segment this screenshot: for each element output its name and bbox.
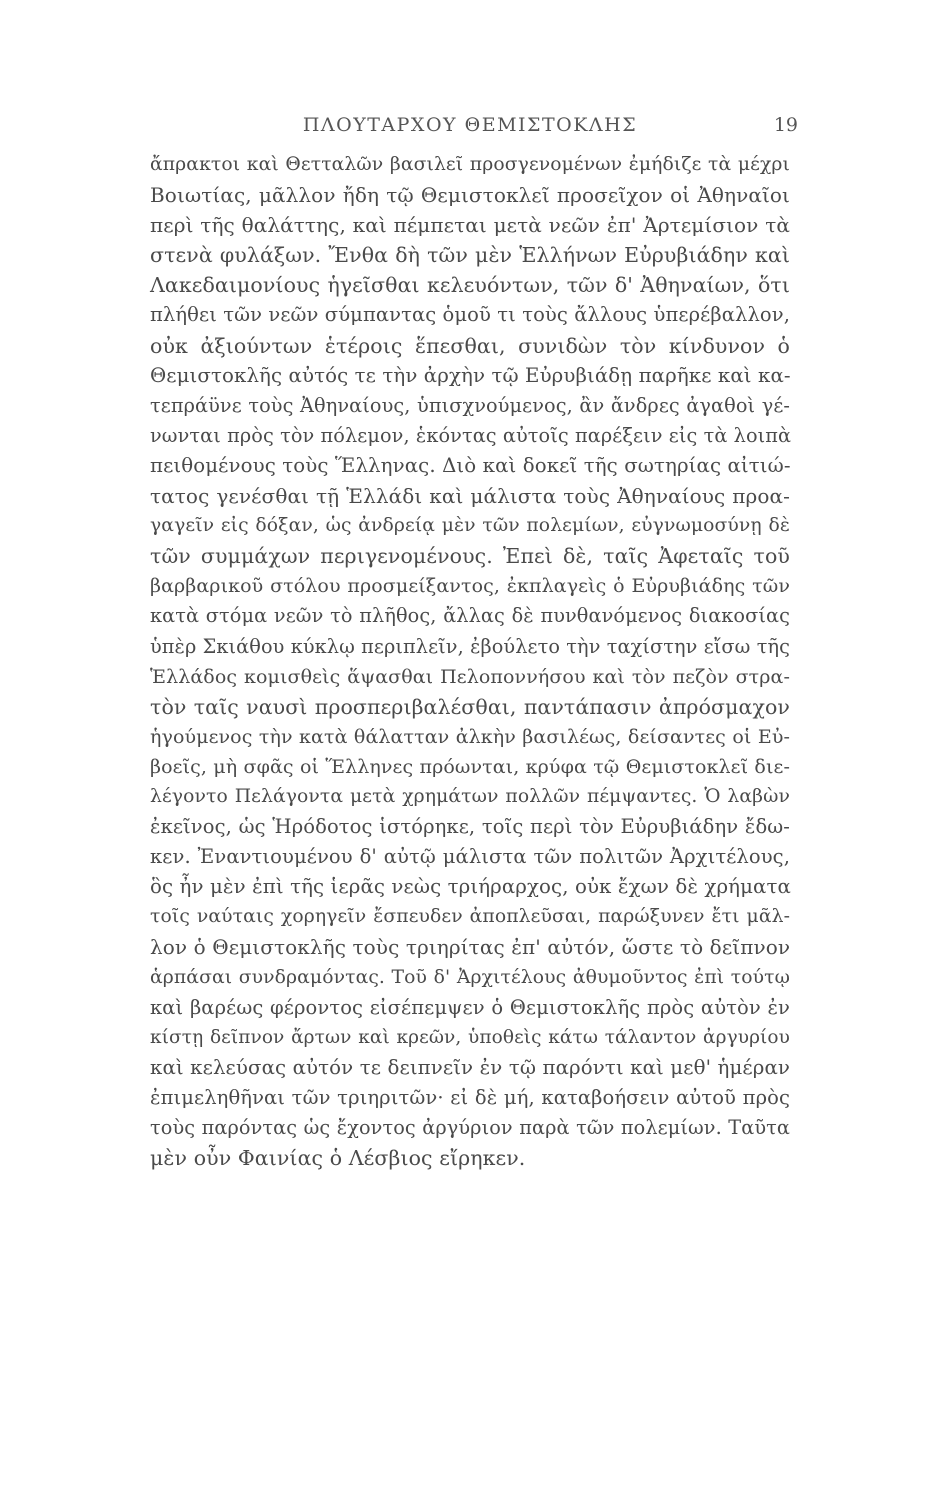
text-line: ἁρπάσαι συνδραμόντας. Τοῦ δ' Ἀρχιτέλους ἀθυμοῦντος ἐπὶ τούτῳ — [150, 966, 790, 988]
text-line: τὸν ταῖς ναυσὶ προσπεριβαλέσθαι, παντάπασιν ἀπρόσμαχον — [150, 694, 790, 719]
text-line: λον ὁ Θεμιστοκλῆς τοὺς τριηρίτας ἐπ' αὐτόν, ὥστε τὸ δεῖπνον — [150, 935, 791, 960]
text-line: καὶ κελεύσας αὐτόν τε δειπνεῖν ἐν τῷ παρόντι καὶ μεθ' ἡμέραν — [150, 1055, 790, 1079]
text-line: Ἑλλάδος κομισθεὶς ἅψασθαι Πελοποννήσου καὶ τὸν πεζὸν στρα- — [150, 665, 790, 688]
text-line: βαρβαρικοῦ στόλου προσμείξαντος, ἐκπλαγεὶς ὁ Εὐρυβιάδης τῶν — [150, 575, 790, 598]
text-line: καὶ βαρέως φέροντος εἰσέπεμψεν ὁ Θεμιστοκλῆς πρὸς αὐτὸν ἐν — [150, 995, 790, 1019]
text-line: τατος γενέσθαι τῇ Ἑλλάδι καὶ μάλιστα τοὺς Ἀθηναίους προα- — [150, 484, 790, 509]
running-head — [150, 114, 798, 144]
text-line: τοῖς ναύταις χορηγεῖν ἔσπευδεν ἀποπλεῦσαι, παρώξυνεν ἔτι μᾶλ- — [150, 906, 790, 928]
text-line: τεπράϋνε τοὺς Ἀθηναίους, ὑπισχνούμενος, ἂν ἄνδρες ἀγαθοὶ γέ- — [150, 393, 790, 417]
text-line: ἡγούμενος τὴν κατὰ θάλατταν ἀλκὴν βασιλέως, δείσαντες οἱ Εὐ- — [150, 725, 790, 748]
running-title: ΠΛΟΥΤΑΡΧΟΥ ΘΕΜΙΣΤΟΚΛΗΣ — [302, 114, 638, 136]
text-line: ἄπρακτοι καὶ Θετταλῶν βασιλεῖ προσγενομένων ἐμήδιζε τὰ μέχρι — [150, 154, 790, 175]
text-line: νωνται πρὸς τὸν πόλεμον, ἑκόντας αὐτοῖς παρέξειν εἰς τὰ λοιπὰ — [150, 423, 792, 447]
text-line: ἐπιμεληθῆναι τῶν τριηριτῶν· εἰ δὲ μή, καταβοήσειν αὐτοῦ πρὸς — [150, 1085, 790, 1109]
text-line: τῶν συμμάχων περιγενομένους. Ἐπεὶ δὲ, ταῖς Ἀφεταῖς τοῦ — [150, 544, 790, 569]
text-line: ὃς ἦν μὲν ἐπὶ τῆς ἱερᾶς νεὼς τριήραρχος, οὐκ ἔχων δὲ χρήματα — [150, 875, 791, 899]
text-line: Βοιωτίας, μᾶλλον ἤδη τῷ Θεμιστοκλεῖ προσεῖχον οἱ Ἀθηναῖοι — [150, 183, 790, 208]
text-line: οὐκ ἀξιούντων ἑτέροις ἕπεσθαι, συνιδὼν τὸν κίνδυνον ὁ — [150, 333, 790, 358]
text-line: λέγοντο Πελάγοντα μετὰ χρημάτων πολλῶν πέμψαντες. Ὁ λαβὼν — [150, 785, 790, 807]
text-line: κατὰ στόμα νεῶν τὸ πλῆθος, ἄλλας δὲ πυνθανόμενος διακοσίας — [150, 604, 790, 628]
text-line: ὑπὲρ Σκιάθου κύκλῳ περιπλεῖν, ἐβούλετο τὴν ταχίστην εἴσω τῆς — [150, 634, 790, 658]
text-line: στενὰ φυλάξων. Ἔνθα δὴ τῶν μὲν Ἑλλήνων Εὐρυβιάδην καὶ — [150, 243, 790, 268]
text-line: Θεμιστοκλῆς αὐτός τε τὴν ἀρχὴν τῷ Εὐρυβιάδῃ παρῆκε καὶ κα- — [150, 363, 791, 387]
body-text — [150, 150, 790, 1173]
text-line: πειθομένους τοὺς Ἕλληνας. Διὸ καὶ δοκεῖ τῆς σωτηρίας αἰτιώ- — [150, 453, 791, 477]
text-line: κίστῃ δεῖπνον ἄρτων καὶ κρεῶν, ὑποθεὶς κάτω τάλαντον ἀργυρίου — [150, 1026, 790, 1048]
text-line: ἐκεῖνος, ὡς Ἡρόδοτος ἱστόρηκε, τοῖς περὶ τὸν Εὐρυβιάδην ἔδω- — [150, 815, 790, 839]
text-line: πλήθει τῶν νεῶν σύμπαντας ὁμοῦ τι τοὺς ἄλλους ὑπερέβαλλον, — [150, 303, 790, 327]
text-line: βοεῖς, μὴ σφᾶς οἱ Ἕλληνες πρόωνται, κρύφα τῷ Θεμιστοκλεῖ διε- — [150, 755, 790, 778]
text-line: μὲν οὖν Φαινίας ὁ Λέσβιος εἴρηκεν. — [150, 1146, 526, 1171]
text-line: Λακεδαιμονίους ἡγεῖσθαι κελευόντων, τῶν δ' Ἀθηναίων, ὅτι — [150, 273, 790, 298]
text-line: περὶ τῆς θαλάττης, καὶ πέμπεται μετὰ νεῶν ἐπ' Ἀρτεμίσιον τὰ — [150, 213, 790, 238]
text-line: τοὺς παρόντας ὡς ἔχοντος ἀργύριον παρὰ τῶν πολεμίων. Ταῦτα — [150, 1116, 790, 1139]
text-line: γαγεῖν εἰς δόξαν, ὡς ἀνδρείᾳ μὲν τῶν πολεμίων, εὐγνωμοσύνῃ δὲ — [150, 515, 790, 537]
page-number: 19 — [773, 114, 798, 136]
text-line: κεν. Ἐναντιουμένου δ' αὐτῷ μάλιστα τῶν πολιτῶν Ἀρχιτέλους, — [150, 845, 790, 869]
